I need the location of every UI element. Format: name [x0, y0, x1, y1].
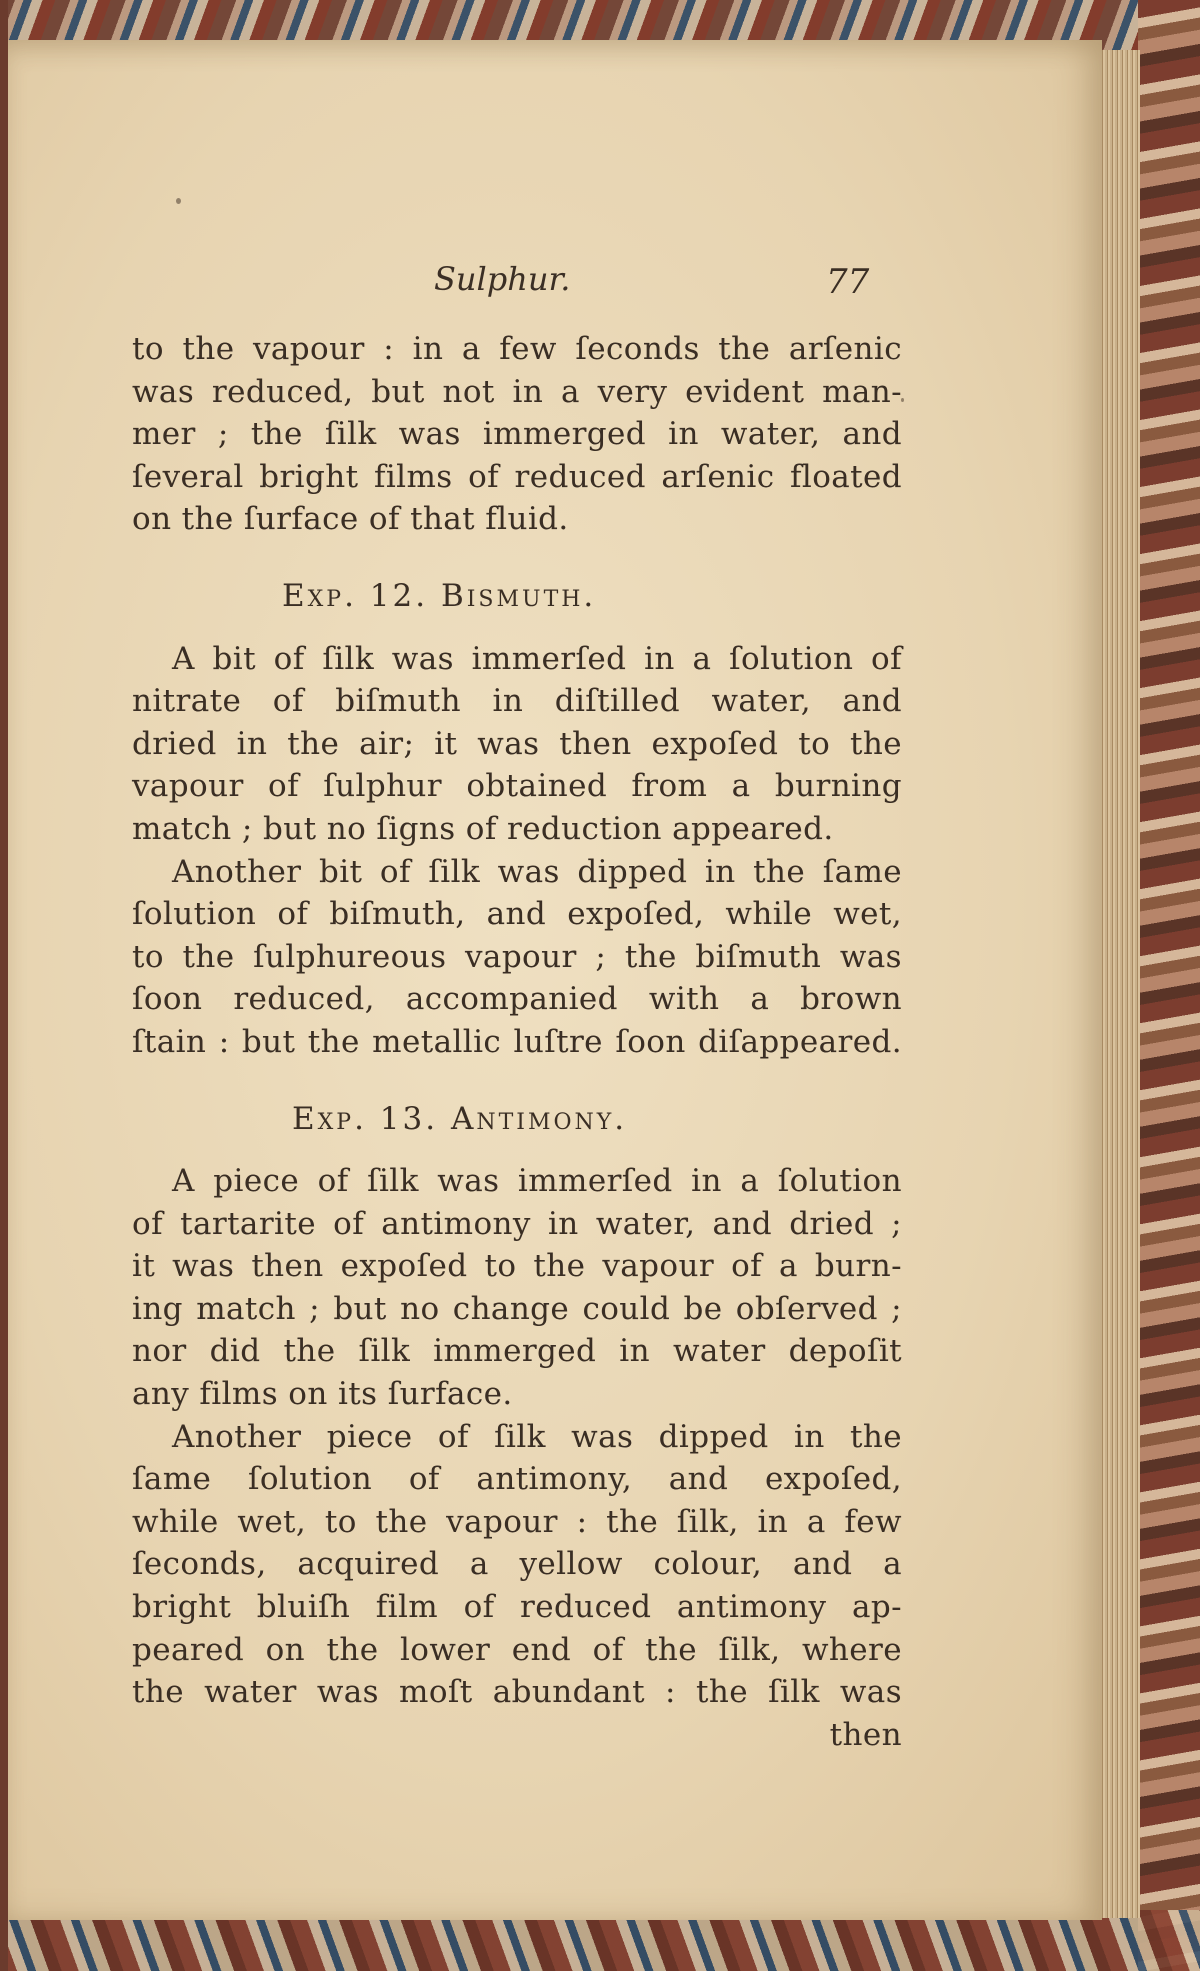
paper-speck — [176, 198, 181, 204]
marbled-cover-right — [1138, 0, 1200, 1971]
text-line: nitrate of biſmuth in diſtilled water, and — [132, 683, 902, 720]
text-line: on the ſurface of that fluid. — [132, 501, 569, 538]
running-head-title: Sulphur. — [434, 260, 571, 298]
text-line: vapour of ſulphur obtained from a burning — [132, 768, 902, 805]
text-line: mer ; the ſilk was immerged in water, and — [132, 416, 902, 453]
text-line: ſame ſolution of antimony, and expoſed, — [132, 1461, 902, 1498]
text-line: to the vapour : in a few ſeconds the arſenic — [132, 331, 902, 367]
text-line: peared on the lower end of the ſilk, where — [132, 1631, 902, 1668]
text-line: of tartarite of antimony in water, and dried ; — [132, 1205, 902, 1242]
body-text — [132, 328, 902, 1756]
text-line: A bit of ſilk was immerſed in a ſolution of — [172, 640, 902, 677]
text-line: nor did the ſilk immerged in water depoſit — [132, 1333, 902, 1370]
catchword: then — [829, 1716, 902, 1753]
text-line: was reduced, but not in a very evident man- — [132, 373, 902, 410]
text-line: ſtain : but the metallic luſtre ſoon diſappeared. — [132, 1023, 902, 1060]
page-edges — [1100, 50, 1140, 1918]
text-line: it was then expoſed to the vapour of a burn- — [132, 1248, 902, 1285]
text-line: match ; but no ſigns of reduction appeared. — [132, 810, 834, 847]
page-number: 77 — [826, 262, 870, 302]
text-line: ſeconds, acquired a yellow colour, and a — [132, 1546, 902, 1583]
text-line: ing match ; but no change could be obſerved ; — [132, 1290, 902, 1327]
text-line: ſeveral bright films of reduced arſenic floated — [132, 458, 902, 495]
text-line: dried in the air; it was then expoſed to the — [132, 725, 902, 762]
text-line: Another piece of ſilk was dipped in the — [172, 1418, 902, 1455]
text-line: while wet, to the vapour : the ſilk, in a few — [132, 1503, 902, 1540]
text-line: A piece of ſilk was immerſed in a ſolution — [172, 1163, 902, 1200]
text-line: ſolution of biſmuth, and expoſed, while wet, — [132, 896, 902, 933]
book-page — [8, 40, 1102, 1920]
text-line: to the ſulphureous vapour ; the biſmuth was — [132, 938, 902, 975]
running-head — [8, 260, 1102, 310]
binding-edge — [0, 0, 8, 1971]
text-line: any films on its ſurface. — [132, 1376, 513, 1413]
text-line: the water was moſt abundant : the ſilk was — [132, 1674, 902, 1711]
text-line: Another bit of ſilk was dipped in the ſame — [172, 853, 902, 890]
text-line: bright bluiſh film of reduced antimony ap- — [132, 1589, 902, 1626]
text-line: ſoon reduced, accompanied with a brown — [132, 981, 902, 1018]
section-heading-exp-13: Exp. 13. Antimony. — [292, 1100, 628, 1137]
section-heading-exp-12: Exp. 12. Bismuth. — [282, 577, 597, 614]
